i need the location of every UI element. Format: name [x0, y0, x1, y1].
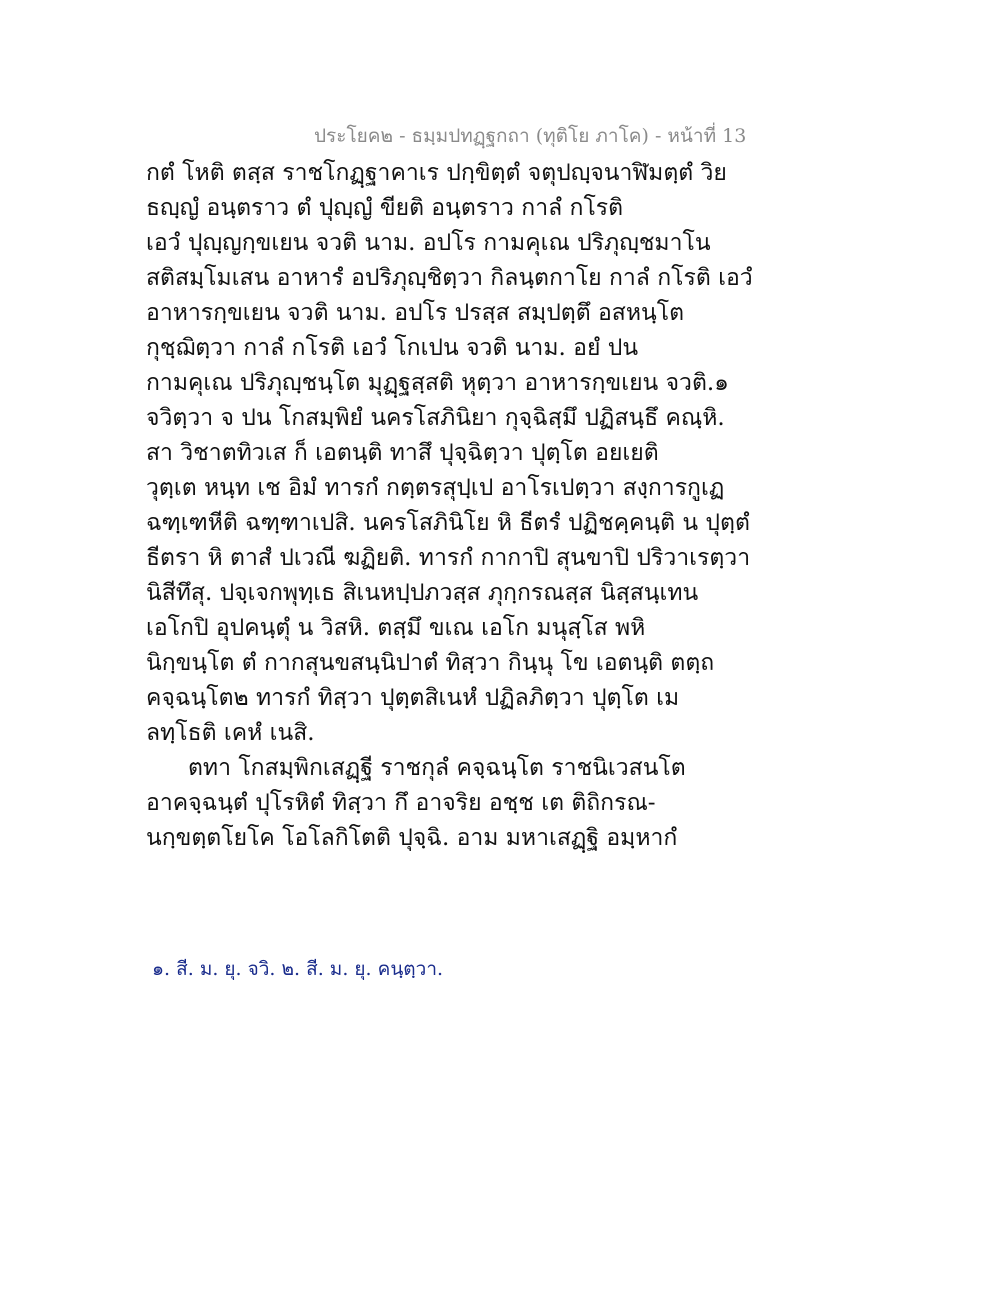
text-line: ลทฺโธติ เคหํ เนสิ. — [146, 720, 315, 746]
text-line: สติสมฺโมเสน อาหารํ อปริภุญฺชิตฺวา กิลนฺตกาโย กาลํ กโรติ เอวํ — [146, 265, 753, 291]
text-line: จวิตฺวา จ ปน โกสมฺพิยํ นครโสภินิยา กุจฺฉิสฺมึ ปฏิสนฺธึ คณฺหิ. — [146, 405, 725, 431]
text-line: อาหารกฺขเยน จวติ นาม. อปโร ปรสฺส สมฺปตฺตึ อสหนฺโต — [146, 300, 685, 326]
text-line: เอโกปิ อุปคนฺตุํ น วิสหิ. ตสฺมึ ขเณ เอโก มนุสฺโส พหิ — [146, 615, 646, 641]
paragraph-start-line: ตทา โกสมฺพิกเสฏฺฐี ราชกุลํ คจฺฉนฺโต ราชนิเวสนโต — [188, 755, 686, 781]
text-line: ธญฺญํ อนฺตราว ตํ ปุญฺญํ ขียติ อนฺตราว กาลํ กโรติ — [146, 195, 624, 221]
text-line: เอวํ ปุญฺญกฺขเยน จวติ นาม. อปโร กามคุเณ ปริภุญฺชมาโน — [146, 230, 711, 256]
body-text — [146, 156, 753, 856]
text-line: กามคุเณ ปริภุญฺชนฺโต มุฏฺฐสฺสติ หุตฺวา อาหารกฺขเยน จวติ.๑ — [146, 370, 729, 396]
text-line: สา วิชาตทิวเส ก็ เอตนฺติ ทาสึ ปุจฺฉิตฺวา ปุตฺโต อยเยติ — [146, 440, 659, 466]
text-line: กตํ โหติ ตสฺส ราชโกฏฺฐาคาเร ปกฺขิตฺตํ จตุปญฺจนาฬิมตฺตํ วิย — [146, 160, 727, 186]
running-header: ประโยค๒ - ธมฺมปทฏฺฐกถา (ทุติโย ภาโค) - หน้าที่ 13 — [314, 125, 747, 147]
footnote: ๑. สี. ม. ยุ. จวิ. ๒. สี. ม. ยุ. คนฺตฺวา. — [152, 958, 444, 980]
text-line: ฉฑฺเฑหีติ ฉฑฺฑาเปสิ. นครโสภินิโย หิ ธีตรํ ปฏิชคฺคนฺติ น ปุตฺตํ — [146, 510, 750, 536]
text-line: วุตฺเต หนฺท เช อิมํ ทารกํ กตฺตรสุปฺเป อาโรเปตฺวา สงฺการกูเฏ — [146, 475, 725, 501]
text-line: นิกฺขนฺโต ตํ กากสุนขสนฺนิปาตํ ทิสฺวา กินฺนุ โข เอตนฺติ ตตฺถ — [146, 650, 715, 676]
text-line: กุชฺฌิตฺวา กาลํ กโรติ เอวํ โกเปน จวติ นาม. อยํ ปน — [146, 335, 639, 361]
text-line: ธีตรา หิ ตาสํ ปเวณี ฆฏิยติ. ทารกํ กากาปิ สุนขาปิ ปริวาเรตฺวา — [146, 545, 751, 571]
text-line: คจฺฉนฺโต๒ ทารกํ ทิสฺวา ปุตฺตสิเนหํ ปฏิลภิตฺวา ปุตฺโต เม — [146, 685, 680, 711]
text-line: อาคจฺฉนฺตํ ปุโรหิตํ ทิสฺวา กึ อาจริย อชฺช เต ติถิกรณ- — [146, 790, 656, 816]
text-line: นิสีทึสุ. ปจฺเจกพุทฺเธ สิเนหปฺปภวสฺส ภุกฺกรณสฺส นิสฺสนฺเทน — [146, 580, 699, 606]
text-line: นกฺขตฺตโยโค โอโลกิโตติ ปุจฺฉิ. อาม มหาเสฏฺฐิ อมฺหากํ — [146, 825, 678, 851]
